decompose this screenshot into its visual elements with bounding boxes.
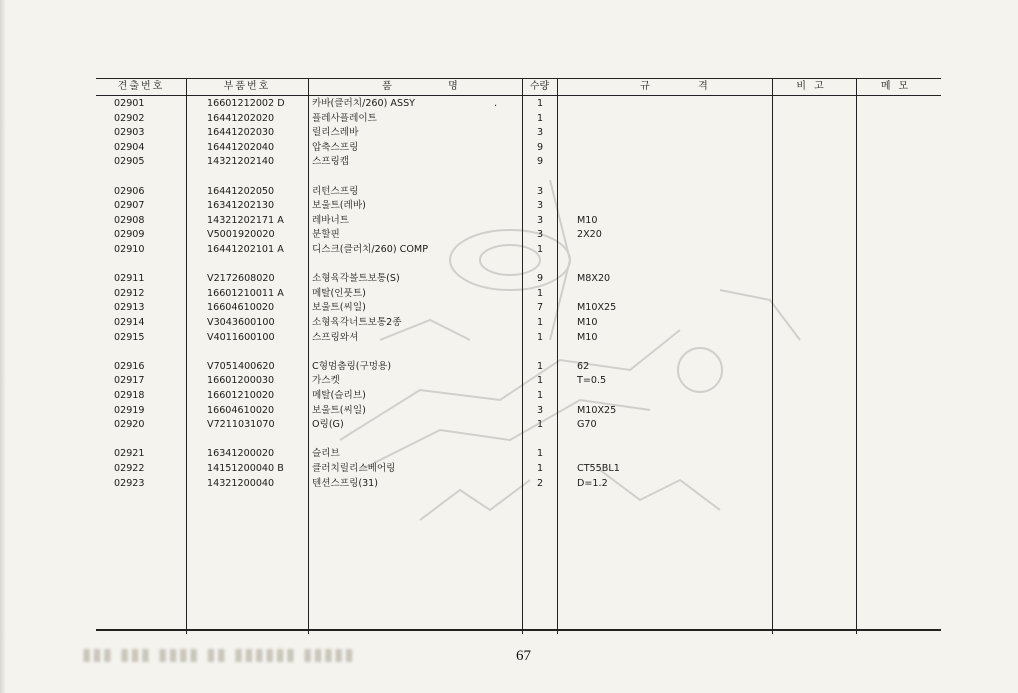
part-number: 16441202020 <box>207 112 275 124</box>
quantity: 9 <box>537 273 544 285</box>
quantity: 1 <box>537 360 544 372</box>
part-number: V3043600100 <box>207 317 275 328</box>
specification: D=1.2 <box>577 477 608 489</box>
specification: M10 <box>577 214 598 226</box>
row-number: 02910 <box>114 244 145 255</box>
part-name: 슬리브 <box>312 448 340 460</box>
quantity: 1 <box>537 375 544 387</box>
table-row <box>96 199 941 214</box>
part-number: 16601200030 <box>207 375 275 387</box>
part-name: 리턴스프링 <box>312 185 359 197</box>
part-number: V5001920020 <box>207 229 275 241</box>
part-name: 카바(클러치/260) ASSY <box>312 98 416 109</box>
row-number: 02918 <box>114 390 145 401</box>
specification: M8X20 <box>577 273 611 285</box>
part-number: 16441202040 <box>207 141 275 153</box>
part-number: 14321202140 <box>207 156 275 168</box>
header-remarks: 비고 <box>796 81 832 92</box>
row-number: 02905 <box>114 156 145 168</box>
row-number: 02915 <box>114 331 145 343</box>
header-name-2: 명 <box>448 81 460 92</box>
row-number: 02908 <box>114 214 145 226</box>
part-name: 릴리스레바 <box>312 127 359 139</box>
table-row <box>96 228 941 243</box>
row-number: 02907 <box>114 200 145 212</box>
row-number: 02904 <box>114 141 145 153</box>
row-number: 02919 <box>114 404 145 416</box>
quantity: 1 <box>537 463 544 474</box>
table-row <box>96 214 941 229</box>
part-number: V7211031070 <box>207 419 275 431</box>
parts-table <box>96 78 941 634</box>
quantity: 1 <box>537 244 544 255</box>
part-number: 16441202050 <box>207 185 275 197</box>
part-name: 스프링캡 <box>312 156 350 168</box>
header-spec-1: 규 <box>640 81 652 92</box>
part-name: 분할핀 <box>312 229 340 241</box>
table-row <box>96 374 941 389</box>
row-number: 02909 <box>114 229 145 241</box>
row-number: 02920 <box>114 419 145 431</box>
part-name: 레바너트 <box>312 214 350 226</box>
header-part-number: 부품번호 <box>223 81 271 92</box>
quantity: 1 <box>537 112 544 124</box>
quantity: 2 <box>537 477 544 489</box>
header-rule <box>96 95 941 96</box>
quantity: 3 <box>537 127 544 139</box>
part-number: 16604610020 <box>207 404 275 416</box>
part-name: 보울트(씨일) <box>312 302 366 314</box>
quantity: 3 <box>537 229 544 241</box>
specification: T=0.5 <box>577 375 607 387</box>
part-name: 플레사플레이트 <box>312 112 377 124</box>
table-row <box>96 155 941 170</box>
table-top-rule <box>96 78 941 79</box>
part-number: 16441202030 <box>207 127 275 139</box>
part-number: V7051400620 <box>207 360 275 372</box>
specification: 2X20 <box>577 229 602 241</box>
part-number: 14151200040 B <box>207 463 284 474</box>
table-row <box>96 243 941 258</box>
part-name: 소형육각볼트보통(S) <box>312 273 400 285</box>
part-number: V2172608020 <box>207 273 275 285</box>
specification: M10 <box>577 331 598 343</box>
table-row <box>96 272 941 287</box>
row-number: 02923 <box>114 477 145 489</box>
header-memo: 메모 <box>880 81 917 92</box>
table-row <box>96 185 941 200</box>
quantity: 3 <box>537 404 544 416</box>
specification: M10 <box>577 317 598 328</box>
quantity: 7 <box>537 302 544 314</box>
row-number: 02912 <box>114 287 145 299</box>
part-name: 메탈(슬리브) <box>312 390 366 401</box>
quantity: 9 <box>537 156 544 168</box>
part-number: 16601212002 D <box>207 98 285 109</box>
table-row <box>96 404 941 419</box>
quantity: 1 <box>537 419 544 431</box>
part-name: 압축스프링 <box>312 141 359 153</box>
part-number: V4011600100 <box>207 331 275 343</box>
table-row <box>96 331 941 346</box>
specification: CT55BL1 <box>577 463 620 474</box>
quantity: 3 <box>537 185 544 197</box>
row-number: 02922 <box>114 463 145 474</box>
part-number: 16341200020 <box>207 448 275 460</box>
part-name: 메탈(인풋트) <box>312 287 366 299</box>
part-number: 14321200040 <box>207 477 275 489</box>
header-name-1: 품 <box>382 81 394 92</box>
part-name: 소형육각너트보통2종 <box>312 317 402 328</box>
part-name: 디스크(클러치/260) COMP <box>312 244 428 255</box>
part-name: C형멈춤링(구멍용) <box>312 360 392 372</box>
table-row <box>96 112 941 127</box>
table-row <box>96 97 941 112</box>
table-row <box>96 360 941 375</box>
table-row <box>96 141 941 156</box>
part-number: 14321202171 A <box>207 214 284 226</box>
quantity: 9 <box>537 141 544 153</box>
quantity: 1 <box>537 98 544 109</box>
quantity: 1 <box>537 317 544 328</box>
quantity: 3 <box>537 200 544 212</box>
quantity: 1 <box>537 331 544 343</box>
header-no: 견출번호 <box>117 81 165 92</box>
part-name: 보울트(레바) <box>312 200 366 212</box>
quantity: 1 <box>537 448 544 460</box>
page-binding-edge <box>0 0 6 693</box>
header-quantity: 수량 <box>529 81 550 92</box>
part-name: 가스켓 <box>312 375 340 387</box>
quantity: 1 <box>537 287 544 299</box>
part-number: 16601210011 A <box>207 287 284 299</box>
part-name: 보울트(씨일) <box>312 404 366 416</box>
row-number: 02901 <box>114 98 145 109</box>
table-row <box>96 477 941 492</box>
quantity: 3 <box>537 214 544 226</box>
part-name: O링(G) <box>312 419 344 431</box>
part-name: 텐션스프링(31) <box>312 477 379 489</box>
part-name: 클러치릴리스베어링 <box>312 463 396 474</box>
part-number: 16341202130 <box>207 200 275 212</box>
part-name: 스프링와셔 <box>312 331 359 343</box>
table-row <box>96 389 941 404</box>
page-number: 67 <box>516 648 531 664</box>
row-number: 02914 <box>114 317 145 328</box>
row-number: 02903 <box>114 127 145 139</box>
stray-mark: · <box>494 101 498 112</box>
row-number: 02913 <box>114 302 145 314</box>
table-row <box>96 301 941 316</box>
quantity: 1 <box>537 390 544 401</box>
table-row <box>96 447 941 462</box>
row-number: 02916 <box>114 360 145 372</box>
row-number: 02906 <box>114 185 145 197</box>
table-row <box>96 126 941 141</box>
row-number: 02917 <box>114 375 145 387</box>
table-bottom-rule <box>96 629 941 631</box>
row-number: 02902 <box>114 112 145 124</box>
specification: M10X25 <box>577 404 617 416</box>
table-row <box>96 418 941 433</box>
part-number: 16601210020 <box>207 390 275 401</box>
specification: M10X25 <box>577 302 617 314</box>
table-row <box>96 287 941 302</box>
show-through-footer: ▮▮▮ ▮▮▮ ▮▮▮▮ ▮▮ ▮▮▮▮▮▮ ▮▮▮▮▮ <box>82 645 355 665</box>
table-row <box>96 462 941 477</box>
table-row <box>96 316 941 331</box>
row-number: 02911 <box>114 273 145 285</box>
part-number: 16604610020 <box>207 302 275 314</box>
row-number: 02921 <box>114 448 145 460</box>
header-spec-2: 격 <box>698 81 710 92</box>
specification: G70 <box>577 419 597 431</box>
part-number: 16441202101 A <box>207 244 284 255</box>
specification: 62 <box>577 360 590 372</box>
